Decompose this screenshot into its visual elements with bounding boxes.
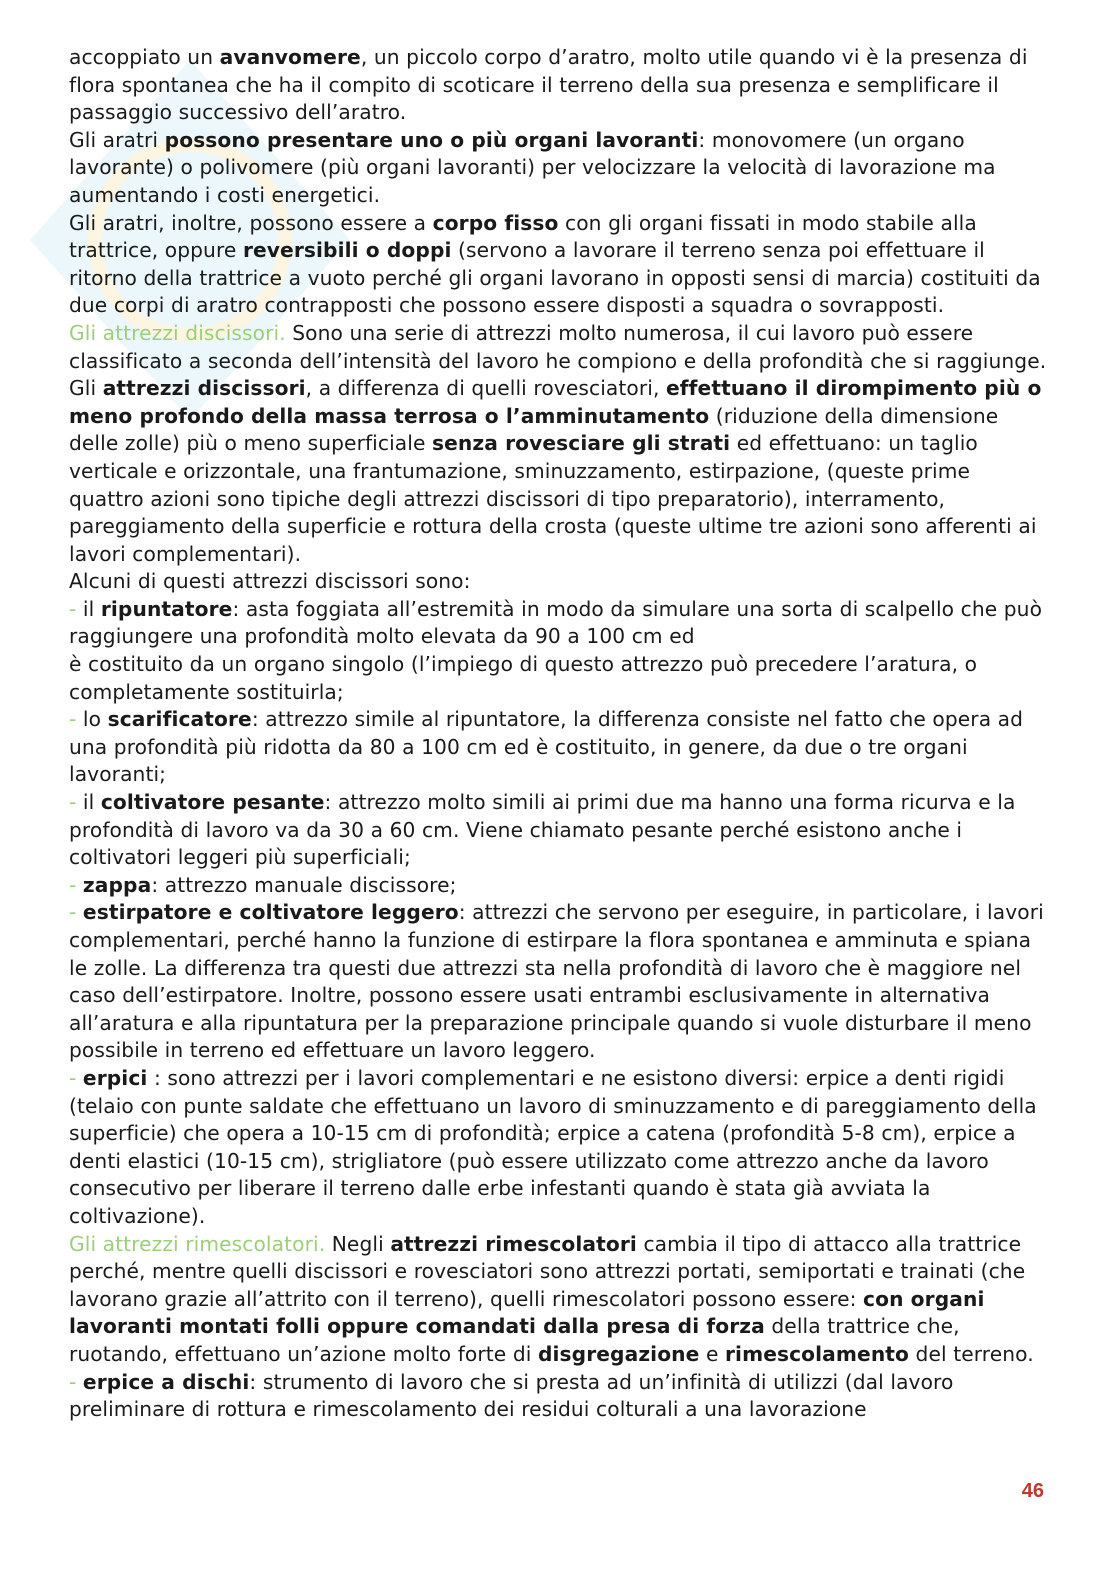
list-item-erpici: - erpici : sono attrezzi per i lavori complementari e ne esistono diversi: erpice a denti rigidi (telaio con punte saldate che effettuano un lavoro di sminuzzamento e di pareggiamento della superficie) che opera a 10-15 cm di profondità; erpice a catena (profondità 5-8 cm), erpice a denti elastici (10-15 cm), strigliatore (può essere utilizzato come attrezzo anche da lavoro consecutivo per liberare il terreno dalle erbe infestanti quando è stata già avviata la coltivazione). xyxy=(69,1065,1037,1228)
page-number: 46 xyxy=(1021,1480,1044,1502)
list-dash: - xyxy=(69,872,83,897)
term-reversibili: reversibili o doppi xyxy=(242,238,452,263)
term-organi-lavoranti: possono presentare uno o più organi lavoranti xyxy=(164,127,699,152)
term-erpice-a-dischi: erpice a dischi xyxy=(82,1369,250,1394)
term-dirompimento: effettuano il dirompimento più o meno profondo della massa terrosa o l’amminutamento xyxy=(69,376,1042,428)
list-dash: - xyxy=(69,1065,83,1090)
section-heading-discissori: Gli attrezzi discissori. xyxy=(69,320,286,345)
paragraph-avanvomere: accoppiato un avanvomere, un piccolo corpo d’aratro, molto utile quando vi è la presenza di flora spontanea che ha il compito di scoticare il terreno della sua presenza e semplificare il passaggio successivo dell’aratro. xyxy=(69,45,1028,125)
term-zappa: zappa xyxy=(82,872,152,897)
term-ripuntatore: ripuntatore xyxy=(100,596,233,621)
term-estirpatore: estirpatore e coltivatore leggero xyxy=(82,900,459,925)
term-scarificatore: scarificatore xyxy=(107,707,252,732)
term-rimescolamento: rimescolamento xyxy=(725,1341,910,1366)
document-body xyxy=(69,44,1049,1424)
paragraph-list-intro: Alcuni di questi attrezzi discissori sono: xyxy=(69,569,471,594)
list-dash: - xyxy=(69,1369,83,1394)
paragraph-organi-lavoranti: Gli aratri possono presentare uno o più organi lavoranti: monovomere (un organo lavorante) o polivomere (più organi lavoranti) per velocizzare la velocità di lavorazione ma aumentando i costi energetici. xyxy=(69,127,996,207)
list-dash: - xyxy=(69,707,83,732)
list-item-estirpatore: - estirpatore e coltivatore leggero: attrezzi che servono per eseguire, in particolare, i lavori complementari, perché hanno la funzione di estirpare la flora spontanea e amminuta e spiana le zolle. La differenza tra questi due attrezzi sta nella profondità di lavoro che è maggiore nel caso dell’estirpatore. Inoltre, possono essere usati entrambi esclusivamente in alternativa all’aratura e alla ripuntatura per la preparazione principale quando si vuole disturbare il meno possibile in terreno ed effettuare un lavoro leggero. xyxy=(69,900,1044,1063)
paragraph-attrezzi-rimescolatori: Gli attrezzi rimescolatori. Negli attrezzi rimescolatori cambia il tipo di attacco alla trattrice perché, mentre quelli discissori e rovesciatori sono attrezzi portati, semiportati e trainati (che lavorano grazie all’attrito con il terreno), quelli rimescolatori possono essere: con organi lavoranti montati folli oppure comandati dalla presa di forza della trattrice che, ruotando, effettuano un’azione molto forte di disgregazione e rimescolamento del terreno. xyxy=(69,1231,1034,1366)
term-attrezzi-discissori: attrezzi discissori xyxy=(102,376,306,401)
term-avanvomere: avanvomere xyxy=(219,45,361,69)
list-dash: - xyxy=(69,596,83,621)
term-coltivatore-pesante: coltivatore pesante xyxy=(100,790,325,815)
term-corpo-fisso: corpo fisso xyxy=(432,210,559,235)
term-senza-rovesciare: senza rovesciare gli strati xyxy=(432,431,731,456)
paragraph-attrezzi-discissori: Gli attrezzi discissori. Sono una serie di attrezzi molto numerosa, il cui lavoro può essere classificato a seconda dell’intensità del lavoro he compiono e della profondità che si raggiunge. Gli attrezzi discissori, a differenza di quelli rovesciatori, effettuano il dirompimento più o meno profondo della massa terrosa o l’amminutamento (riduzione della dimensione delle zolle) più o meno superficiale senza rovesciare gli strati ed effettuano: un taglio verticale e orizzontale, una frantumazione, sminuzzamento, estirpazione, (queste prime quattro azioni sono tipiche degli attrezzi discissori di tipo preparatorio), interramento, pareggiamento della superficie e rottura della crosta (queste ultime tre azioni sono afferenti ai lavori complementari). xyxy=(69,320,1047,566)
term-erpici: erpici xyxy=(82,1065,148,1090)
list-item-coltivatore-pesante: - il coltivatore pesante: attrezzo molto simili ai primi due ma hanno una forma ricurva e la profondità di lavoro va da 30 a 60 cm. Viene chiamato pesante perché esistono anche i coltivatori leggeri più superficiali; xyxy=(69,790,1016,870)
list-item-zappa: - zappa: attrezzo manuale discissore; xyxy=(69,872,457,897)
list-item-ripuntatore: - il ripuntatore: asta foggiata all’estremità in modo da simulare una sorta di scalpello che può raggiungere una profondità molto elevata da 90 a 100 cm ed xyxy=(69,596,1043,649)
list-item-erpice-a-dischi: - erpice a dischi: strumento di lavoro che si presta ad un’infinità di utilizzi (dal lavoro preliminare di rottura e rimescolamento dei residui colturali a una lavorazione xyxy=(69,1369,954,1422)
term-attrezzi-rimescolatori: attrezzi rimescolatori xyxy=(390,1231,637,1256)
list-dash: - xyxy=(69,900,83,925)
term-disgregazione: disgregazione xyxy=(537,1341,700,1366)
section-heading-rimescolatori: Gli attrezzi rimescolatori. xyxy=(69,1231,326,1256)
term-organi-folli: con organi lavoranti montati folli oppure comandati dalla presa di forza xyxy=(69,1286,985,1339)
list-item-scarificatore: - lo scarificatore: attrezzo simile al ripuntatore, la differenza consiste nel fatto che opera ad una profondità più ridotta da 80 a 100 cm ed è costituito, in genere, da due o tre organi lavoranti; xyxy=(69,707,1024,787)
list-item-ripuntatore-cont: è costituito da un organo singolo (l’impiego di questo attrezzo può precedere l’aratura, o completamente sostituirla; xyxy=(69,652,978,704)
list-dash: - xyxy=(69,790,83,815)
paragraph-corpo-fisso: Gli aratri, inoltre, possono essere a corpo fisso con gli organi fissati in modo stabile alla trattrice, oppure reversibili o doppi (servono a lavorare il terreno senza poi effettuare il ritorno della trattrice a vuoto perché gli organi lavorano in opposti sensi di marcia) costituiti da due corpi di aratro contrapposti che possono essere disposti a squadra o sovrapposti. xyxy=(69,210,1041,318)
